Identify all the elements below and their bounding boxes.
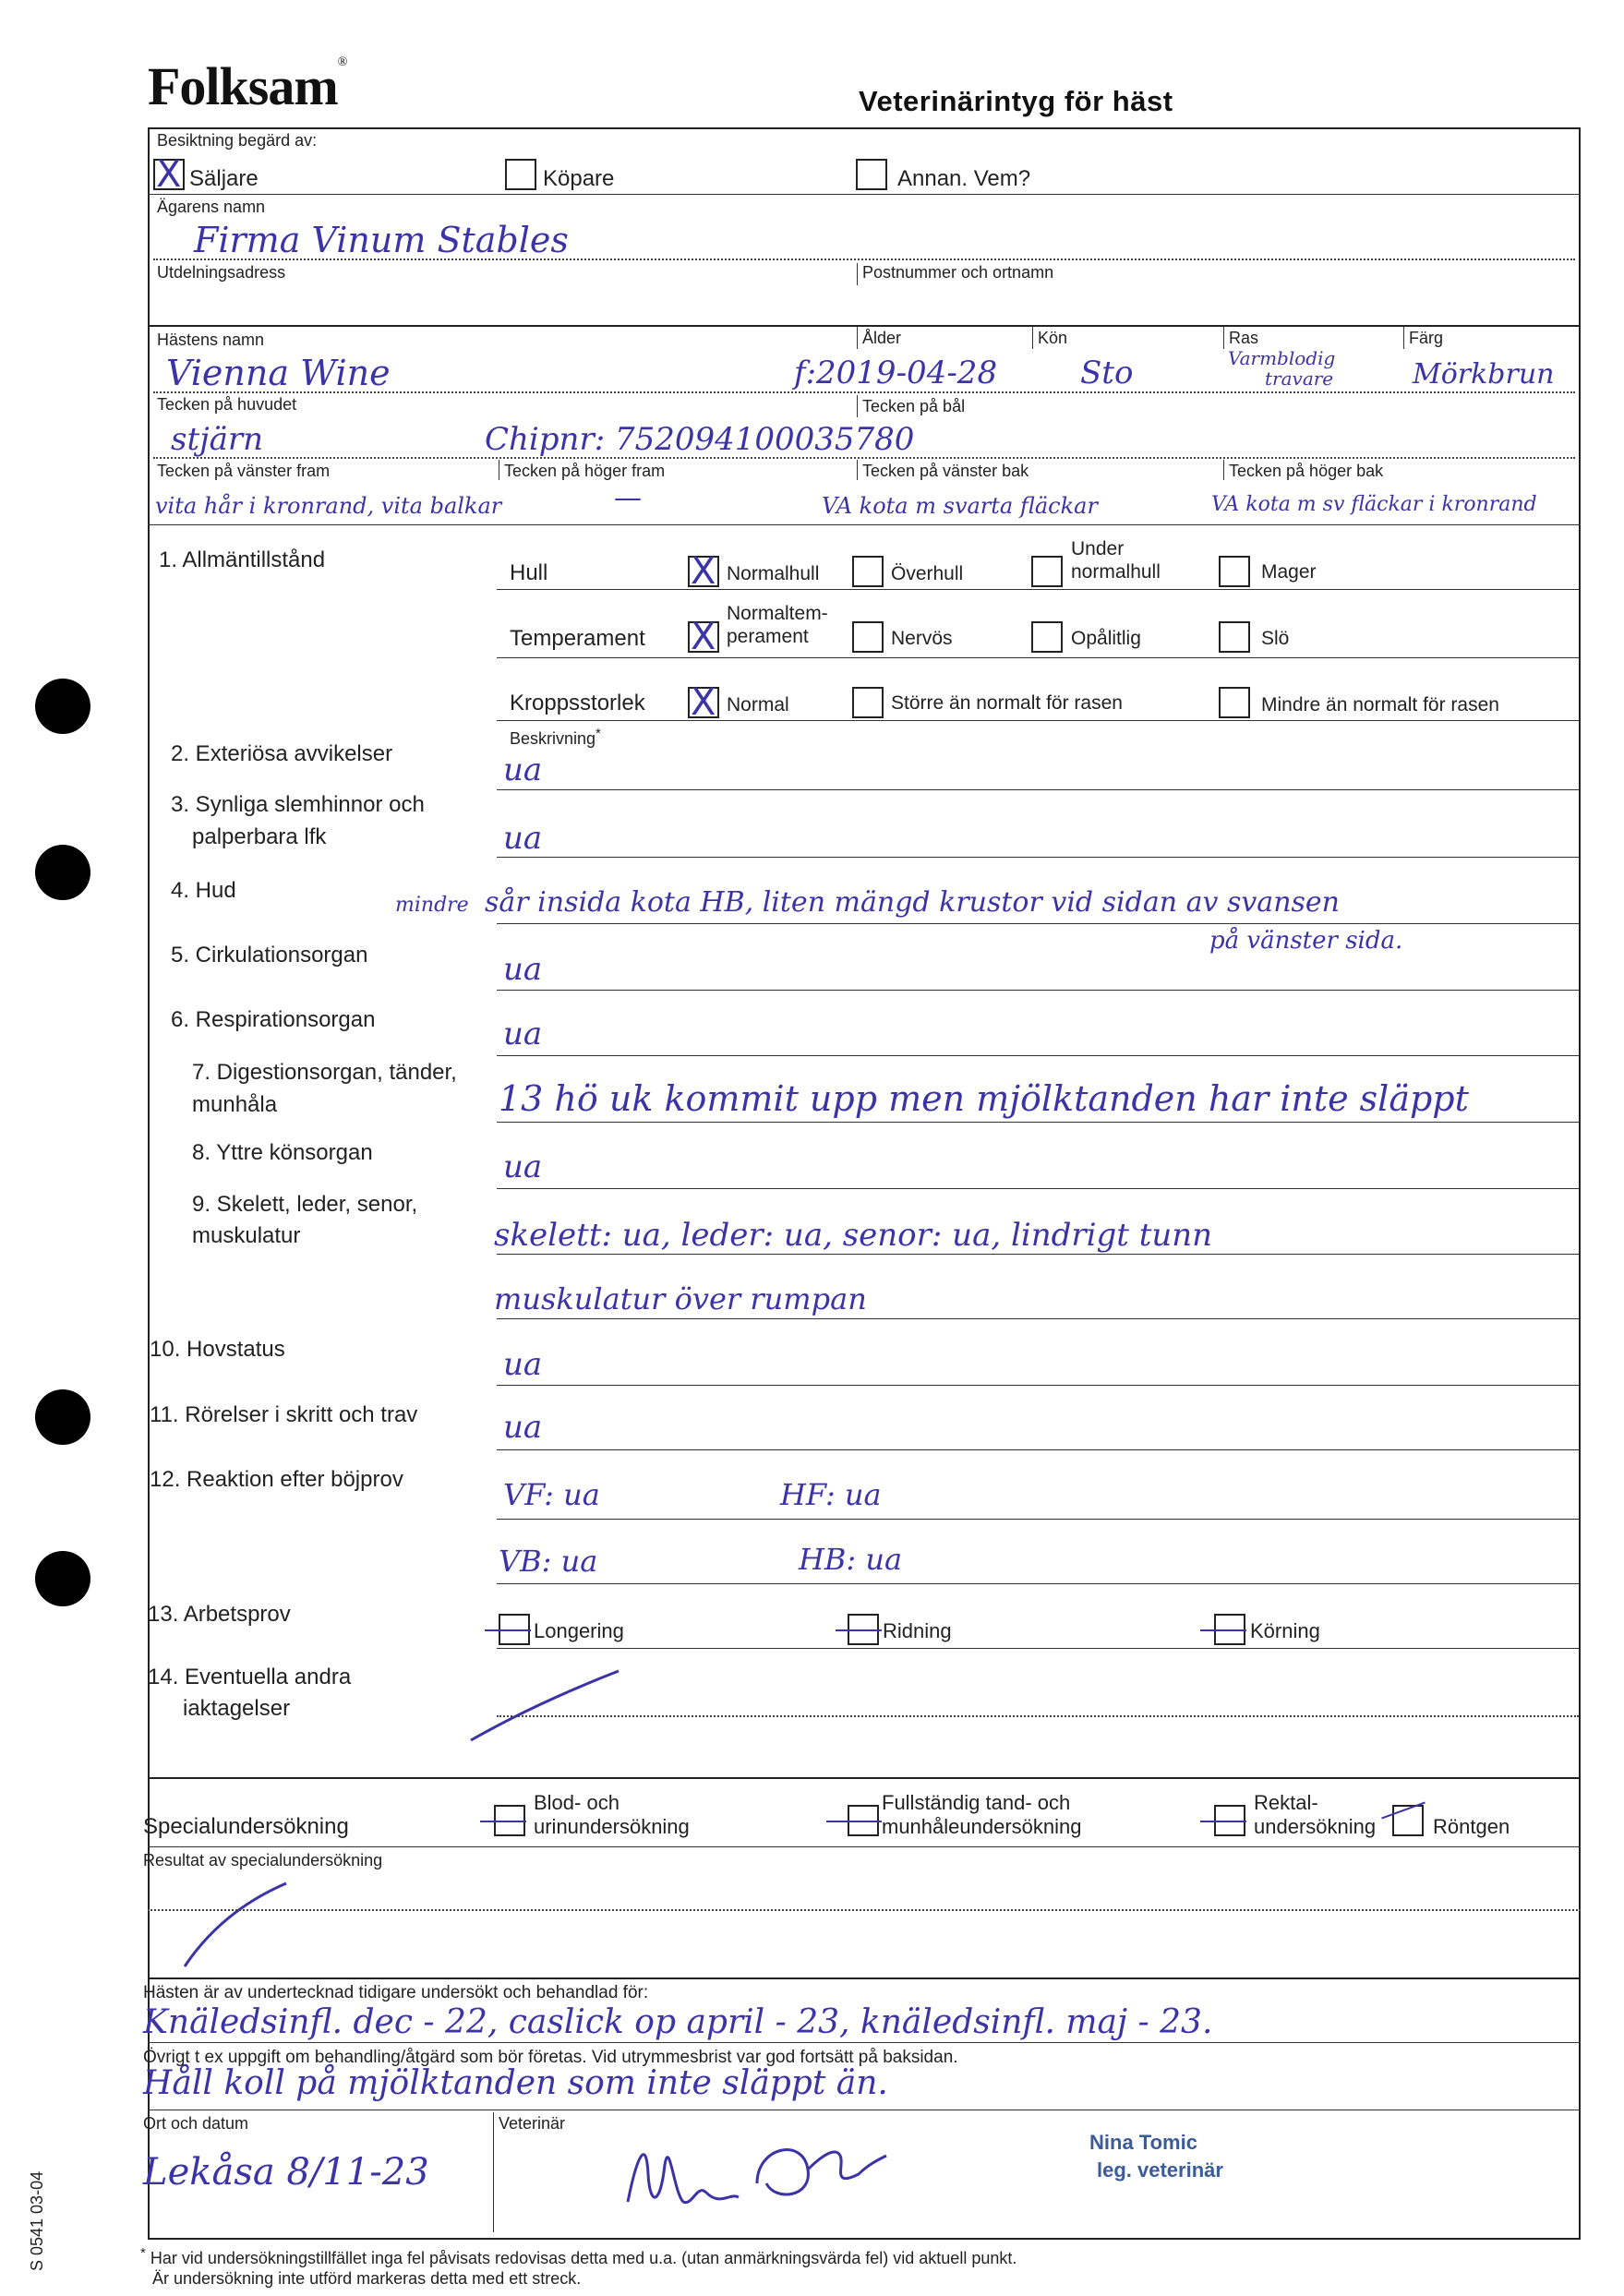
normalhull-check-mark: X: [691, 550, 716, 593]
answer-line: [497, 1519, 1579, 1520]
section-11-answer: ua: [503, 1409, 543, 1446]
divider: [148, 1846, 1581, 1847]
place-date-label: Ort och datum: [143, 2114, 249, 2133]
left-front-label: Tecken på vänster fram: [157, 462, 331, 480]
rectal-strike: [1200, 1821, 1246, 1822]
normalhull-label: Normalhull: [727, 563, 820, 584]
col-divider: [857, 395, 858, 417]
section-3-label-1: 3. Synliga slemhinnor och: [171, 792, 425, 817]
section-7-answer: 13 hö uk kommit upp men mjölktanden har inte släppt: [499, 1078, 1469, 1119]
divider: [148, 325, 1581, 327]
longering-strike: [485, 1629, 531, 1631]
section-7-label-2: munhåla: [192, 1092, 278, 1117]
col-divider: [1223, 460, 1224, 480]
address-label: Utdelningsadress: [157, 263, 286, 282]
other-requester-label: Annan. Vem?: [897, 166, 1031, 191]
breed-value-line2: travare: [1265, 367, 1334, 390]
vet-stamp-name: Nina Tomic: [1089, 2131, 1197, 2154]
breed-label: Ras: [1229, 329, 1259, 347]
left-back-value: VA kota m svarta fläckar: [822, 493, 1098, 519]
lazy-label: Slö: [1261, 628, 1290, 649]
smaller-size-label: Mindre än normalt för rasen: [1261, 694, 1499, 715]
head-marks-label: Tecken på huvudet: [157, 395, 297, 414]
hull-label: Hull: [510, 560, 548, 585]
overhull-label: Överhull: [891, 563, 964, 584]
section-2-label: 2. Exteriösa avvikelser: [171, 741, 393, 766]
section-3-label-2: palperbara lfk: [192, 824, 327, 849]
form-title: Veterinärintyg för häst: [859, 85, 1173, 117]
riding-strike: [836, 1629, 882, 1631]
owner-label: Ägarens namn: [157, 198, 266, 216]
blood-urine-label-1: Blod- och: [534, 1791, 620, 1814]
sex-value: Sto: [1080, 355, 1134, 391]
description-label-text: Beskrivning: [510, 729, 596, 748]
normal-temperament-label-2: perament: [727, 626, 809, 647]
section-5-label: 5. Cirkulationsorgan: [171, 943, 368, 968]
footnote-line-1-text: Har vid undersökningstillfället inga fel påvisats redovisas detta med u.a. (utan anmärkningsvärda fel) vid aktuell punkt.: [150, 2249, 1017, 2267]
history-label: Hästen är av undertecknad tidigare undersökt och behandlad för:: [143, 1983, 649, 2002]
head-marks-value: stjärn: [171, 421, 264, 458]
right-front-value: —: [614, 482, 642, 514]
mager-checkbox[interactable]: [1219, 556, 1250, 587]
normal-temperament-label-1: Normaltem-: [727, 603, 828, 624]
description-asterisk: *: [595, 726, 601, 741]
nervous-label: Nervös: [891, 628, 953, 649]
requester-label: Besiktning begärd av:: [157, 131, 318, 150]
answer-line: [497, 1254, 1579, 1255]
section-14-strike-mark: [462, 1662, 628, 1745]
driving-strike: [1200, 1629, 1246, 1631]
right-back-value: VA kota m sv fläckar i kronrand: [1211, 493, 1537, 516]
col-divider: [1032, 327, 1033, 349]
body-marks-label: Tecken på bål: [862, 397, 966, 415]
section-4-label: 4. Hud: [171, 878, 236, 903]
registered-mark: ®: [337, 55, 347, 69]
answer-line: [497, 857, 1579, 858]
section-2-answer: ua: [503, 751, 543, 788]
rectal-label-1: Rektal-: [1254, 1791, 1318, 1814]
right-front-label: Tecken på höger fram: [504, 462, 666, 480]
xray-label: Röntgen: [1433, 1815, 1510, 1838]
binder-hole: [35, 1389, 90, 1445]
age-value: f:2019-04-28: [794, 355, 998, 391]
color-label: Färg: [1409, 329, 1444, 347]
section-10-answer: ua: [503, 1346, 543, 1383]
normal-size-check-mark: X: [691, 681, 716, 724]
answer-line: [497, 1385, 1579, 1386]
special-result-strike-mark: [166, 1874, 305, 1976]
answer-line: [497, 990, 1579, 991]
divider: [148, 1977, 1581, 1979]
age-label: Ålder: [862, 329, 902, 347]
vet-stamp-title: leg. veterinär: [1097, 2158, 1223, 2182]
horse-name-value: Vienna Wine: [166, 353, 391, 393]
answer-line: [497, 1055, 1579, 1056]
nervous-checkbox[interactable]: [852, 621, 884, 653]
lazy-checkbox[interactable]: [1219, 621, 1250, 653]
normal-size-label: Normal: [727, 694, 789, 715]
section-7-label-1: 7. Digestionsorgan, tänder,: [192, 1060, 457, 1085]
dotted-line: [148, 1909, 1581, 1911]
general-condition-heading: 1. Allmäntillstånd: [159, 547, 326, 572]
horse-line: [153, 391, 1575, 393]
section-3-answer: ua: [503, 820, 543, 857]
answer-line: [497, 789, 1579, 790]
riding-label: Ridning: [883, 1619, 952, 1642]
veterinarian-signature: [619, 2119, 896, 2220]
buyer-label: Köpare: [543, 166, 615, 191]
flex-test-hb: HB: ua: [799, 1542, 903, 1577]
divider: [148, 1777, 1581, 1779]
chip-number-value: Chipnr: 752094100035780: [485, 421, 915, 458]
divider: [497, 589, 1579, 590]
answer-line: [497, 923, 1579, 924]
left-back-label: Tecken på vänster bak: [862, 462, 1029, 480]
answer-line: [497, 1122, 1579, 1123]
flex-test-vf: VF: ua: [503, 1477, 600, 1512]
normal-temperament-check-mark: X: [691, 616, 716, 658]
section-9-label-1: 9. Skelett, leder, senor,: [192, 1192, 418, 1217]
answer-line: [497, 1318, 1579, 1319]
longering-label: Longering: [534, 1619, 624, 1642]
underhull-checkbox[interactable]: [1031, 556, 1063, 587]
unreliable-label: Opålitlig: [1071, 628, 1141, 649]
unreliable-checkbox[interactable]: [1031, 621, 1063, 653]
section-4-answer-cont: på vänster sida.: [1209, 927, 1403, 955]
binder-hole: [35, 679, 90, 734]
special-exam-label: Specialundersökning: [143, 1814, 349, 1839]
dental-strike: [826, 1821, 882, 1822]
other-notes-value: Håll koll på mjölktanden som inte släppt än.: [143, 2064, 888, 2102]
section-14-label-2: iaktagelser: [183, 1696, 291, 1721]
place-date-value: Lekåsa 8/11-23: [143, 2151, 429, 2194]
dental-label-2: munhåleundersökning: [882, 1815, 1082, 1838]
body-size-label: Kroppsstorlek: [510, 691, 645, 715]
folksam-logo: [148, 55, 346, 117]
larger-size-checkbox[interactable]: [852, 687, 884, 718]
footnote-asterisk: *: [140, 2245, 146, 2261]
breed-value-line1: Varmblodig: [1228, 347, 1336, 369]
color-value: Mörkbrun: [1413, 358, 1555, 391]
veterinarian-label: Veterinär: [499, 2114, 566, 2133]
blood-urine-label-2: urinundersökning: [534, 1815, 690, 1838]
section-13-label: 13. Arbetsprov: [148, 1602, 291, 1627]
other-notes-label: Övrigt t ex uppgift om behandling/åtgärd som bör företas. Vid utrymmesbrist var god fortsätt på baksidan.: [143, 2048, 958, 2067]
owner-line: [153, 258, 1575, 260]
owner-value: Firma Vinum Stables: [194, 220, 569, 260]
description-label: [510, 726, 601, 749]
form-code: S 0541 03-04: [28, 2170, 46, 2271]
underhull-label-1: Under: [1071, 538, 1125, 559]
temperament-label: Temperament: [510, 626, 645, 651]
answer-line: [497, 1648, 1579, 1649]
logo-text: Folksam: [148, 56, 338, 116]
binder-hole: [35, 845, 90, 900]
sex-label: Kön: [1038, 329, 1068, 347]
address-divider: [857, 263, 858, 285]
divider: [497, 720, 1579, 721]
section-9-label-2: muskulatur: [192, 1223, 301, 1248]
answer-line: [497, 1583, 1579, 1584]
left-front-value: vita hår i kronrand, vita balkar: [155, 493, 502, 519]
history-value: Knäledsinfl. dec - 22, caslick op april - 23, knäledsinfl. maj - 23.: [143, 2003, 1213, 2041]
rectal-label-2: undersökning: [1254, 1815, 1377, 1838]
answer-line: [497, 1715, 1579, 1717]
section-14-label-1: 14. Eventuella andra: [148, 1665, 352, 1689]
binder-hole: [35, 1551, 90, 1606]
col-divider: [857, 460, 858, 480]
col-divider: [857, 327, 858, 349]
section-5-answer: ua: [503, 951, 543, 988]
mager-label: Mager: [1261, 561, 1317, 583]
section-6-answer: ua: [503, 1016, 543, 1052]
section-11-label: 11. Rörelser i skritt och trav: [150, 1402, 418, 1427]
buyer-checkbox[interactable]: [505, 159, 536, 190]
larger-size-label: Större än normalt för rasen: [891, 692, 1123, 714]
blood-urine-strike: [480, 1821, 526, 1822]
postal-label: Postnummer och ortnamn: [862, 263, 1054, 282]
other-requester-checkbox[interactable]: [856, 159, 887, 190]
col-divider: [1223, 327, 1224, 349]
section-12-label: 12. Reaktion efter böjprov: [150, 1467, 403, 1492]
divider: [148, 2042, 1581, 2043]
divider: [148, 194, 1581, 195]
section-9-answer-1: skelett: ua, leder: ua, senor: ua, lindrigt tunn: [494, 1217, 1213, 1254]
divider: [148, 524, 1581, 525]
underhull-label-2: normalhull: [1071, 561, 1161, 583]
section-8-answer: ua: [503, 1148, 543, 1185]
answer-line: [497, 1188, 1579, 1189]
answer-line: [497, 1449, 1579, 1450]
section-6-label: 6. Respirationsorgan: [171, 1007, 376, 1032]
divider: [497, 657, 1579, 658]
dental-label-1: Fullständig tand- och: [882, 1791, 1071, 1814]
flex-test-hf: HF: ua: [780, 1477, 882, 1512]
section-8-label: 8. Yttre könsorgan: [192, 1140, 373, 1165]
special-result-label: Resultat av specialundersökning: [143, 1851, 383, 1869]
footnote-line-1: [140, 2245, 1017, 2268]
seller-check-mark: X: [156, 153, 182, 196]
overhull-checkbox[interactable]: [852, 556, 884, 587]
section-4-answer: sår insida kota HB, liten mängd krustor vid sidan av svansen: [485, 886, 1340, 919]
flex-test-vb: VB: ua: [499, 1544, 598, 1579]
right-back-label: Tecken på höger bak: [1229, 462, 1384, 480]
section-10-label: 10. Hovstatus: [150, 1337, 285, 1362]
horse-name-label: Hästens namn: [157, 331, 265, 349]
driving-label: Körning: [1250, 1619, 1320, 1642]
horse-line: [153, 457, 1575, 459]
smaller-size-checkbox[interactable]: [1219, 687, 1250, 718]
signature-divider: [493, 2112, 494, 2232]
seller-label: Säljare: [189, 166, 259, 191]
section-9-answer-2: muskulatur över rumpan: [494, 1281, 867, 1316]
footnote-line-2: Är undersökning inte utförd markeras detta med ett streck.: [152, 2269, 582, 2288]
col-divider: [1403, 327, 1404, 349]
section-4-prefix: mindre: [395, 894, 469, 917]
